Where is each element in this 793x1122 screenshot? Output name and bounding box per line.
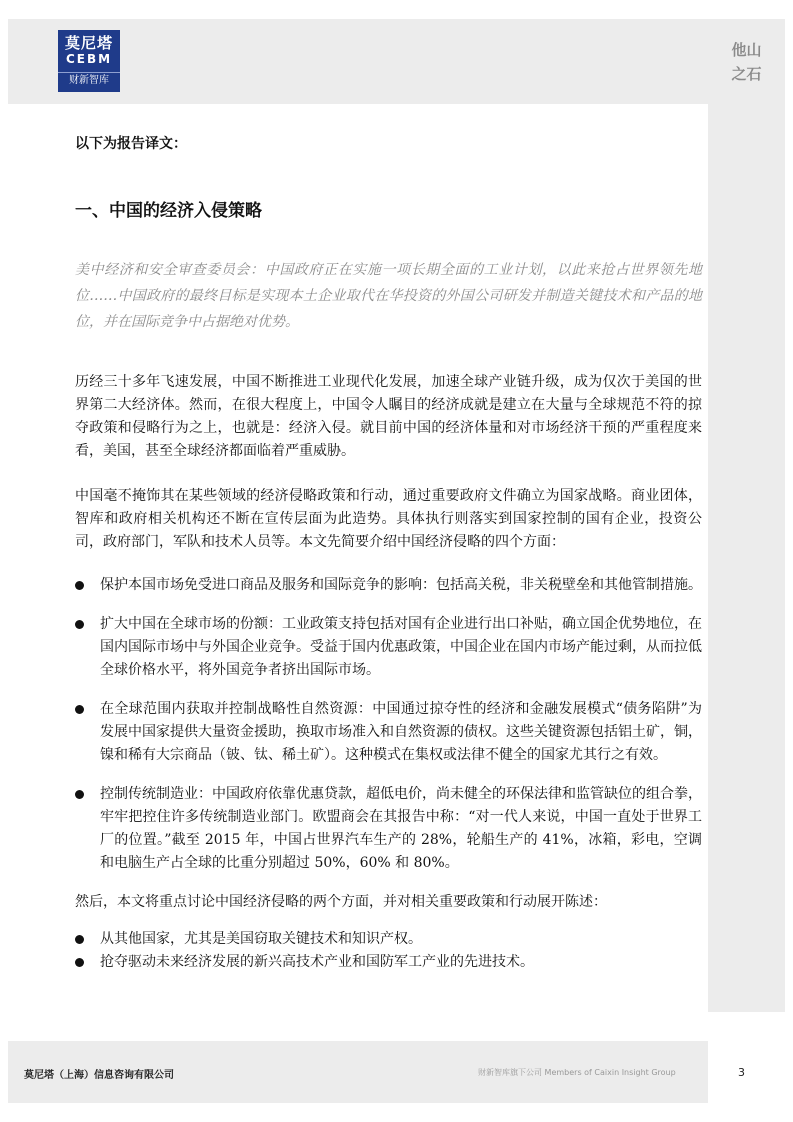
intro-heading: 以下为报告译文： (75, 136, 187, 152)
bullet-list-final (75, 928, 702, 974)
list-item (75, 698, 702, 767)
list-item (75, 951, 702, 974)
report-content (75, 133, 702, 974)
side-band (708, 19, 785, 1012)
slogan-line-2: 之石 (731, 65, 762, 83)
bullet-icon (75, 705, 84, 714)
bullet-list (75, 574, 702, 875)
list-item-text: 抢夺驱动未来经济发展的新兴高技术产业和国防军工产业的先进技术。 (100, 954, 534, 970)
bullet-icon (75, 581, 84, 590)
side-slogan (708, 38, 785, 86)
list-item (75, 783, 702, 875)
paragraph: 然后，本文将重点讨论中国经济侵略的两个方面，并对相关重要政策和行动展开陈述： (75, 894, 607, 910)
list-item (75, 928, 702, 951)
paragraph: 中国毫不掩饰其在某些领域的经济侵略政策和行动，通过重要政府文件确立为国家战略。商业团体，智库和政府相关机构还不断在宣传层面为此造势。具体执行则落实到国家控制的国有企业，投资公司，政府部门，军队和技术人员等。本文先简要介绍中国经济侵略的四个方面： (75, 488, 702, 550)
cebm-logo (58, 30, 120, 92)
list-item-text: 保护本国市场免受进口商品及服务和国际竞争的影响：包括高关税，非关税壁垒和其他管制措施。 (100, 577, 702, 593)
list-item-text: 从其他国家，尤其是美国窃取关键技术和知识产权。 (100, 931, 422, 947)
list-item-text: 控制传统制造业：中国政府依靠优惠贷款，超低电价，尚未健全的环保法律和监管缺位的组合拳，牢牢把控住许多传统制造业部门。欧盟商会在其报告中称：“对一代人来说，中国一直处于世界工厂的位置。”截至 2015 年，中国占世界汽车生产的 28%，轮船生产的 41%，冰箱，彩电，空调和电脑生产占全球的比重分别超过 50%，60% 和 80%。 (100, 786, 702, 871)
logo-english-name: CEBM (65, 52, 113, 66)
bullet-icon (75, 790, 84, 799)
bullet-icon (75, 958, 84, 967)
paragraph: 历经三十多年飞速发展，中国不断推进工业现代化发展，加速全球产业链升级，成为仅次于美国的世界第二大经济体。然而，在很大程度上，中国令人瞩目的经济成就是建立在大量与全球规范不符的掠夺政策和侵略行为之上，也就是：经济入侵。就目前中国的经济体量和对市场经济干预的严重程度来看，美国，甚至全球经济都面临着严重威胁。 (75, 374, 702, 459)
footer-group-note: 财新智库旗下公司 Members of Caixin Insight Group (478, 1068, 676, 1077)
list-item (75, 574, 702, 597)
logo-subtitle: 财新智库 (58, 72, 120, 87)
bullet-icon (75, 620, 84, 629)
list-item (75, 613, 702, 682)
logo-chinese-name: 莫尼塔 (64, 34, 113, 52)
list-item-text: 在全球范围内获取并控制战略性自然资源：中国通过掠夺性的经济和金融发展模式“债务陷阱”为发展中国家提供大量资金援助，换取市场准入和自然资源的债权。这些关键资源包括铝土矿，铜，镍和稀有大宗商品（铍、钛、稀土矿）。这种模式在集权或法律不健全的国家尤其行之有效。 (100, 701, 702, 763)
page-number: 3 (738, 1066, 745, 1079)
quote-block: 美中经济和安全审查委员会：中国政府正在实施一项长期全面的工业计划，以此来抢占世界领先地位……中国政府的最终目标是实现本土企业取代在华投资的外国公司研发并制造关键技术和产品的地位，并在国际竞争中占据绝对优势。 (75, 262, 702, 330)
section-title: 一、中国的经济入侵策略 (75, 201, 262, 221)
footer-company-name: 莫尼塔（上海）信息咨询有限公司 (24, 1070, 174, 1081)
bullet-icon (75, 935, 84, 944)
slogan-line-1: 他山 (731, 41, 762, 59)
list-item-text: 扩大中国在全球市场的份额：工业政策支持包括对国有企业进行出口补贴，确立国企优势地位，在国内国际市场中与外国企业竞争。受益于国内优惠政策，中国企业在国内市场产能过剩，从而拉低全球价格水平，将外国竞争者挤出国际市场。 (100, 616, 702, 678)
